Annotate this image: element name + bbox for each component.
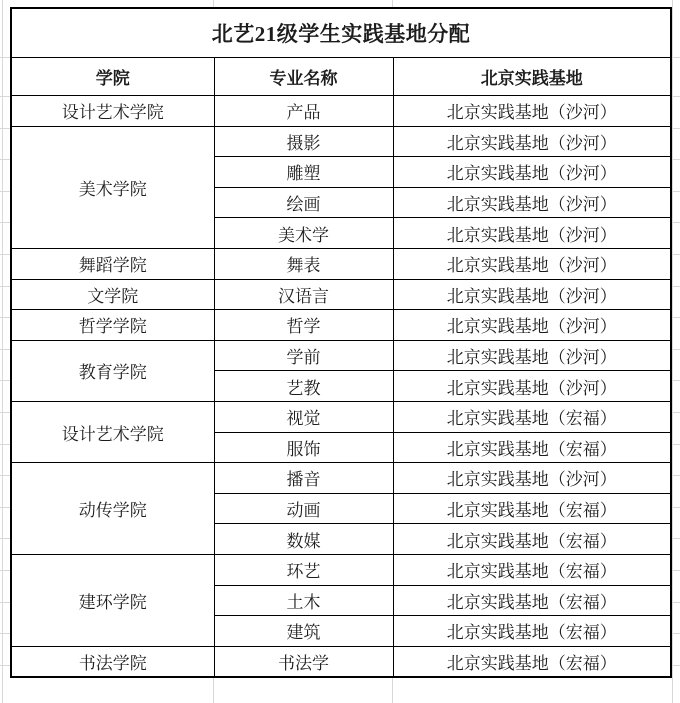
table-row bbox=[11, 463, 671, 494]
base-cell: 北京实践基地（宏福） bbox=[393, 493, 671, 524]
base-cell: 北京实践基地（沙河） bbox=[393, 248, 671, 279]
major-cell: 环艺 bbox=[214, 554, 393, 585]
major-cell: 产品 bbox=[214, 96, 393, 127]
table-row bbox=[11, 401, 671, 432]
major-cell: 土木 bbox=[214, 585, 393, 616]
table-row bbox=[11, 310, 671, 341]
college-cell: 舞蹈学院 bbox=[11, 248, 214, 279]
major-cell: 建筑 bbox=[214, 616, 393, 647]
base-cell: 北京实践基地（宏福） bbox=[393, 585, 671, 616]
gridline bbox=[2, 0, 3, 703]
major-cell: 舞表 bbox=[214, 248, 393, 279]
major-cell: 书法学 bbox=[214, 646, 393, 677]
major-cell: 美术学 bbox=[214, 218, 393, 249]
college-cell: 教育学院 bbox=[11, 340, 214, 401]
table-row bbox=[11, 646, 671, 677]
gridline bbox=[672, 0, 673, 703]
college-cell: 书法学院 bbox=[11, 646, 214, 677]
base-cell: 北京实践基地（宏福） bbox=[393, 646, 671, 677]
college-cell: 设计艺术学院 bbox=[11, 401, 214, 462]
base-cell: 北京实践基地（沙河） bbox=[393, 371, 671, 402]
major-cell: 数媒 bbox=[214, 524, 393, 555]
major-cell: 绘画 bbox=[214, 187, 393, 218]
base-cell: 北京实践基地（宏福） bbox=[393, 554, 671, 585]
base-cell: 北京实践基地（沙河） bbox=[393, 218, 671, 249]
major-cell: 视觉 bbox=[214, 401, 393, 432]
base-cell: 北京实践基地（沙河） bbox=[393, 279, 671, 310]
base-cell: 北京实践基地（沙河） bbox=[393, 157, 671, 188]
base-cell: 北京实践基地（宏福） bbox=[393, 401, 671, 432]
table-row bbox=[11, 248, 671, 279]
table-body bbox=[11, 96, 671, 678]
title-row bbox=[11, 8, 671, 58]
major-cell: 雕塑 bbox=[214, 157, 393, 188]
base-cell: 北京实践基地（沙河） bbox=[393, 463, 671, 494]
major-cell: 播音 bbox=[214, 463, 393, 494]
college-cell: 哲学学院 bbox=[11, 310, 214, 341]
table-row bbox=[11, 340, 671, 371]
college-cell: 动传学院 bbox=[11, 463, 214, 555]
table-title: 北艺21级学生实践基地分配 bbox=[11, 8, 671, 58]
major-cell: 动画 bbox=[214, 493, 393, 524]
major-cell: 哲学 bbox=[214, 310, 393, 341]
table-row bbox=[11, 279, 671, 310]
base-cell: 北京实践基地（宏福） bbox=[393, 524, 671, 555]
column-header-major: 专业名称 bbox=[214, 58, 393, 96]
allocation-table bbox=[10, 7, 672, 678]
header-row bbox=[11, 58, 671, 96]
base-cell: 北京实践基地（沙河） bbox=[393, 96, 671, 127]
table-row bbox=[11, 96, 671, 127]
major-cell: 艺教 bbox=[214, 371, 393, 402]
major-cell: 学前 bbox=[214, 340, 393, 371]
column-header-college: 学院 bbox=[11, 58, 214, 96]
column-header-base: 北京实践基地 bbox=[393, 58, 671, 96]
major-cell: 服饰 bbox=[214, 432, 393, 463]
base-cell: 北京实践基地（宏福） bbox=[393, 432, 671, 463]
college-cell: 文学院 bbox=[11, 279, 214, 310]
table-row bbox=[11, 126, 671, 157]
college-cell: 设计艺术学院 bbox=[11, 96, 214, 127]
base-cell: 北京实践基地（沙河） bbox=[393, 340, 671, 371]
college-cell: 建环学院 bbox=[11, 554, 214, 646]
base-cell: 北京实践基地（沙河） bbox=[393, 126, 671, 157]
base-cell: 北京实践基地（宏福） bbox=[393, 616, 671, 647]
major-cell: 摄影 bbox=[214, 126, 393, 157]
base-cell: 北京实践基地（沙河） bbox=[393, 310, 671, 341]
major-cell: 汉语言 bbox=[214, 279, 393, 310]
table-row bbox=[11, 554, 671, 585]
base-cell: 北京实践基地（沙河） bbox=[393, 187, 671, 218]
college-cell: 美术学院 bbox=[11, 126, 214, 248]
